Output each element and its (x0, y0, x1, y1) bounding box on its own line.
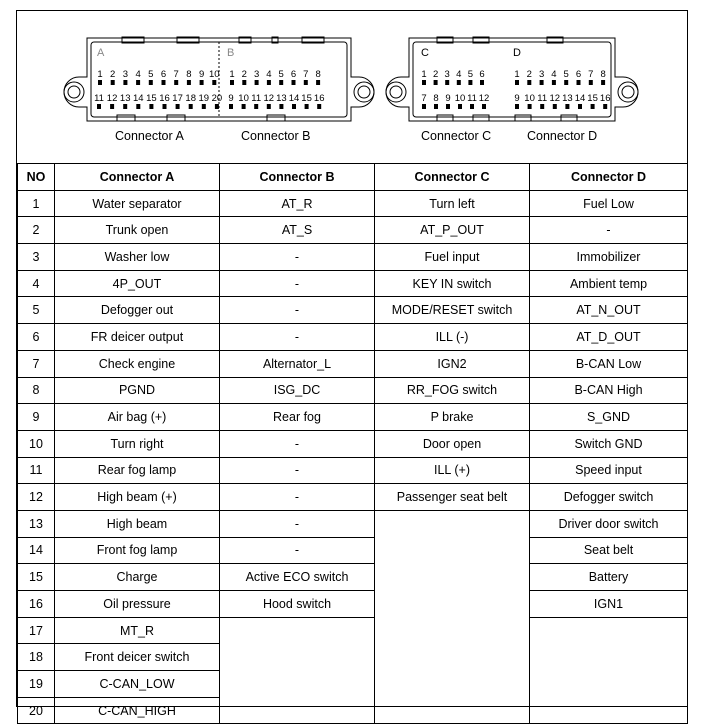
cell-no: 5 (18, 297, 55, 324)
cell-connector-d: - (530, 217, 688, 244)
pin-a-14: 14 (133, 93, 144, 104)
pin-d-13: 13 (562, 93, 573, 104)
pin-c-terminal-6 (480, 80, 484, 85)
pin-b-15: 15 (301, 93, 312, 104)
pin-a-terminal-10 (212, 80, 216, 85)
cell-connector-b (220, 697, 375, 724)
cell-connector-d: IGN1 (530, 591, 688, 618)
pin-d-10: 10 (524, 93, 535, 104)
pin-d-15: 15 (587, 93, 598, 104)
cell-connector-a: Front deicer switch (55, 644, 220, 671)
cell-connector-d: Immobilizer (530, 244, 688, 271)
cell-connector-b (220, 617, 375, 644)
pin-a-12: 12 (106, 93, 118, 104)
cell-connector-c: Door open (375, 430, 530, 457)
pin-c-terminal-5 (468, 80, 472, 85)
pin-d-16: 16 (599, 93, 611, 104)
pin-a-11: 11 (94, 93, 104, 104)
cell-no: 10 (18, 430, 55, 457)
cell-connector-a: High beam (+) (55, 484, 220, 511)
letter-a: A (97, 47, 105, 59)
table-row (18, 537, 688, 564)
cell-connector-b: Active ECO switch (220, 564, 375, 591)
cell-connector-c (375, 671, 530, 698)
cell-connector-b: Hood switch (220, 591, 375, 618)
cell-connector-c: MODE/RESET switch (375, 297, 530, 324)
cell-connector-b: AT_R (220, 190, 375, 217)
pin-b-14: 14 (288, 93, 300, 104)
cell-no: 2 (18, 217, 55, 244)
cell-connector-c (375, 644, 530, 671)
cell-connector-d: Battery (530, 564, 688, 591)
pin-c-10: 10 (454, 93, 466, 104)
table-row (18, 217, 688, 244)
pin-b-terminal-4 (267, 80, 271, 85)
pin-d-1: 1 (514, 69, 520, 80)
pin-d-terminal-9 (515, 104, 519, 109)
pin-a-20: 20 (211, 93, 223, 104)
pin-c-3: 3 (444, 69, 450, 80)
pin-d-9: 9 (514, 93, 520, 104)
pin-a-16: 16 (159, 93, 170, 104)
pin-a-1: 1 (97, 69, 103, 80)
pin-c-terminal-9 (446, 104, 450, 109)
pin-c-terminal-12 (482, 104, 486, 109)
connector-c-label: Connector C (421, 129, 492, 143)
cell-connector-c: KEY IN switch (375, 270, 530, 297)
pin-c-terminal-11 (470, 104, 474, 109)
cell-no: 13 (18, 510, 55, 537)
cell-connector-b: Rear fog (220, 404, 375, 431)
header-connector-d: Connector D (530, 164, 688, 191)
pin-c-terminal-10 (458, 104, 462, 109)
cell-connector-b: - (220, 510, 375, 537)
pin-a-terminal-2 (111, 80, 115, 85)
cell-connector-c: Turn left (375, 190, 530, 217)
pin-b-terminal-7 (304, 80, 308, 85)
pin-d-terminal-14 (578, 104, 582, 109)
pin-a-terminal-13 (123, 104, 127, 109)
pin-a-terminal-20 (215, 104, 219, 109)
pin-d-terminal-5 (564, 80, 568, 85)
pin-b-terminal-13 (279, 104, 283, 109)
pin-c-8: 8 (433, 93, 439, 104)
pin-a-3: 3 (122, 69, 129, 80)
cell-connector-a: MT_R (55, 617, 220, 644)
cell-no: 16 (18, 591, 55, 618)
pin-a-terminal-11 (97, 104, 101, 109)
cell-connector-c: ILL (+) (375, 457, 530, 484)
cell-connector-d: Driver door switch (530, 510, 688, 537)
cell-connector-c: ILL (-) (375, 324, 530, 351)
cell-no: 17 (18, 617, 55, 644)
letter-d: D (513, 47, 521, 59)
cell-connector-a: Turn right (55, 430, 220, 457)
cell-connector-b: - (220, 457, 375, 484)
letter-b: B (227, 47, 235, 59)
pin-b-16: 16 (313, 93, 325, 104)
pin-c-terminal-8 (434, 104, 438, 109)
cell-connector-d (530, 697, 688, 724)
table-row (18, 484, 688, 511)
table-row (18, 270, 688, 297)
cell-connector-b: - (220, 430, 375, 457)
pin-b-8: 8 (315, 69, 321, 80)
cell-connector-a: C-CAN_LOW (55, 671, 220, 698)
table-row (18, 510, 688, 537)
pin-d-terminal-10 (528, 104, 532, 109)
pin-a-10: 10 (209, 69, 220, 80)
pin-d-2: 2 (526, 69, 532, 80)
cell-no: 15 (18, 564, 55, 591)
pinout-table (17, 163, 688, 724)
pin-a-terminal-19 (202, 104, 206, 109)
pin-c-4: 4 (456, 69, 462, 80)
pin-d-terminal-13 (565, 104, 569, 109)
pin-c-terminal-3 (445, 80, 449, 85)
pin-a-terminal-6 (162, 80, 166, 85)
cell-connector-a: Charge (55, 564, 220, 591)
cell-connector-a: Front fog lamp (55, 537, 220, 564)
pin-a-terminal-5 (149, 80, 153, 85)
cell-connector-a: Defogger out (55, 297, 220, 324)
pin-c-5: 5 (467, 69, 474, 80)
pin-b-11: 11 (251, 93, 262, 104)
cell-connector-d: Switch GND (530, 430, 688, 457)
connector-diagram (17, 11, 689, 163)
pin-d-7: 7 (588, 69, 594, 80)
pin-d-terminal-4 (552, 80, 556, 85)
pin-a-2: 2 (110, 69, 116, 80)
pin-c-7: 7 (421, 93, 427, 104)
pin-b-13: 13 (276, 93, 287, 104)
cell-connector-a: Check engine (55, 350, 220, 377)
pin-a-17: 17 (172, 93, 183, 104)
pin-d-11: 11 (537, 93, 548, 104)
pin-a-terminal-17 (176, 104, 180, 109)
cell-connector-c (375, 510, 530, 537)
cell-connector-d: AT_D_OUT (530, 324, 688, 351)
pin-a-terminal-14 (136, 104, 140, 109)
cell-no: 12 (18, 484, 55, 511)
pin-b-terminal-1 (230, 80, 234, 85)
connector-d-label: Connector D (527, 129, 598, 143)
cell-connector-d: Defogger switch (530, 484, 688, 511)
pin-numbers (94, 69, 610, 109)
table-row (18, 644, 688, 671)
cell-no: 18 (18, 644, 55, 671)
pin-b-12: 12 (263, 93, 275, 104)
pin-b-terminal-5 (279, 80, 283, 85)
pin-b-1: 1 (229, 69, 235, 80)
cell-connector-b: - (220, 244, 375, 271)
pin-a-terminal-3 (123, 80, 127, 85)
table-header-row (18, 164, 688, 191)
pin-d-3: 3 (538, 69, 545, 80)
cell-no: 9 (18, 404, 55, 431)
cell-connector-c: P brake (375, 404, 530, 431)
cell-connector-a: 4P_OUT (55, 270, 220, 297)
table-body (18, 190, 688, 724)
pin-b-terminal-11 (254, 104, 258, 109)
pin-d-terminal-8 (601, 80, 605, 85)
cell-connector-d (530, 617, 688, 644)
cell-no: 4 (18, 270, 55, 297)
cell-connector-b: Alternator_L (220, 350, 375, 377)
pin-d-terminal-15 (591, 104, 595, 109)
pin-a-terminal-1 (98, 80, 102, 85)
pin-c-11: 11 (467, 93, 477, 104)
pin-a-terminal-7 (174, 80, 178, 85)
pin-d-terminal-16 (603, 104, 607, 109)
cell-connector-d (530, 671, 688, 698)
table-row (18, 564, 688, 591)
cell-connector-a: Rear fog lamp (55, 457, 220, 484)
table-row (18, 457, 688, 484)
pin-b-terminal-15 (305, 104, 309, 109)
cell-no: 1 (18, 190, 55, 217)
pinout-figure (16, 10, 688, 718)
cell-connector-c (375, 591, 530, 618)
pin-b-3: 3 (253, 69, 260, 80)
cell-connector-b: AT_S (220, 217, 375, 244)
cell-connector-a: Oil pressure (55, 591, 220, 618)
pin-d-terminal-7 (589, 80, 593, 85)
pin-a-5: 5 (148, 69, 154, 80)
cell-connector-c (375, 564, 530, 591)
cell-connector-d: AT_N_OUT (530, 297, 688, 324)
pin-d-terminal-1 (515, 80, 519, 85)
cell-connector-b: - (220, 270, 375, 297)
cell-connector-b: ISG_DC (220, 377, 375, 404)
cell-connector-d: Fuel Low (530, 190, 688, 217)
pin-d-8: 8 (600, 69, 606, 80)
cell-connector-b (220, 671, 375, 698)
pin-b-terminal-12 (267, 104, 271, 109)
pin-b-terminal-6 (292, 80, 296, 85)
cell-connector-a: High beam (55, 510, 220, 537)
cell-connector-a: C-CAN_HIGH (55, 697, 220, 724)
cell-connector-c (375, 697, 530, 724)
pin-a-19: 19 (198, 93, 210, 104)
table-row (18, 404, 688, 431)
pin-d-terminal-11 (540, 104, 544, 109)
cell-connector-c: Fuel input (375, 244, 530, 271)
pin-c-terminal-4 (457, 80, 461, 85)
pin-b-10: 10 (238, 93, 249, 104)
pin-a-15: 15 (146, 93, 157, 104)
cell-connector-b: - (220, 537, 375, 564)
pin-a-terminal-16 (163, 104, 167, 109)
pin-a-6: 6 (160, 69, 167, 80)
pin-b-terminal-14 (292, 104, 296, 109)
pin-b-terminal-10 (242, 104, 246, 109)
cell-connector-a: Air bag (+) (55, 404, 220, 431)
table-row (18, 617, 688, 644)
pin-c-6: 6 (479, 69, 485, 80)
cell-connector-b: - (220, 484, 375, 511)
table-row (18, 671, 688, 698)
table-row (18, 350, 688, 377)
pin-d-terminal-12 (553, 104, 557, 109)
table-row (18, 297, 688, 324)
pin-c-2: 2 (432, 69, 439, 80)
cell-connector-c (375, 537, 530, 564)
pin-a-18: 18 (185, 93, 196, 104)
connector-a-label: Connector A (115, 129, 184, 143)
cell-connector-a: PGND (55, 377, 220, 404)
pin-b-terminal-2 (242, 80, 246, 85)
pin-b-6: 6 (290, 69, 297, 80)
pin-b-terminal-9 (229, 104, 233, 109)
table-row (18, 697, 688, 724)
pin-d-5: 5 (563, 69, 569, 80)
pin-c-1: 1 (421, 69, 427, 80)
cell-connector-d: Ambient temp (530, 270, 688, 297)
cell-connector-d (530, 644, 688, 671)
cell-connector-d: S_GND (530, 404, 688, 431)
pin-a-7: 7 (173, 69, 179, 80)
cell-no: 8 (18, 377, 55, 404)
cell-connector-b: - (220, 297, 375, 324)
pin-a-terminal-8 (187, 80, 191, 85)
cell-no: 7 (18, 350, 55, 377)
pin-d-14: 14 (574, 93, 586, 104)
pin-a-terminal-18 (189, 104, 193, 109)
cell-no: 20 (18, 697, 55, 724)
cell-no: 19 (18, 671, 55, 698)
cell-no: 3 (18, 244, 55, 271)
cell-connector-d: B-CAN High (530, 377, 688, 404)
header-connector-a: Connector A (55, 164, 220, 191)
pin-b-2: 2 (241, 69, 247, 80)
pin-d-6: 6 (575, 69, 582, 80)
pin-d-terminal-6 (577, 80, 581, 85)
cell-connector-c: IGN2 (375, 350, 530, 377)
pin-d-terminal-2 (527, 80, 531, 85)
table-row (18, 591, 688, 618)
pin-b-terminal-16 (317, 104, 321, 109)
cell-connector-b: - (220, 324, 375, 351)
pin-b-7: 7 (303, 69, 309, 80)
header-no: NO (18, 164, 55, 191)
cell-connector-a: FR deicer output (55, 324, 220, 351)
pin-a-terminal-15 (149, 104, 153, 109)
cell-no: 11 (18, 457, 55, 484)
cell-connector-d: Seat belt (530, 537, 688, 564)
pin-c-9: 9 (445, 93, 451, 104)
table-row (18, 430, 688, 457)
pin-a-9: 9 (198, 69, 205, 80)
pin-a-terminal-9 (200, 80, 204, 85)
cell-connector-a: Washer low (55, 244, 220, 271)
pin-b-5: 5 (278, 69, 284, 80)
cell-connector-a: Trunk open (55, 217, 220, 244)
letter-c: C (421, 47, 429, 59)
cell-connector-d: B-CAN Low (530, 350, 688, 377)
pin-d-4: 4 (551, 69, 557, 80)
pin-c-terminal-1 (422, 80, 426, 85)
cell-connector-a: Water separator (55, 190, 220, 217)
header-connector-b: Connector B (220, 164, 375, 191)
table-row (18, 324, 688, 351)
pin-b-9: 9 (228, 93, 234, 104)
cell-connector-c: Passenger seat belt (375, 484, 530, 511)
cell-connector-c (375, 617, 530, 644)
cell-no: 6 (18, 324, 55, 351)
pin-b-terminal-3 (255, 80, 259, 85)
pin-d-12: 12 (549, 93, 561, 104)
connector-b-label: Connector B (241, 129, 311, 143)
header-connector-c: Connector C (375, 164, 530, 191)
pin-a-13: 13 (119, 93, 131, 104)
pin-b-terminal-8 (316, 80, 320, 85)
pin-b-4: 4 (266, 69, 272, 80)
pin-a-8: 8 (186, 69, 192, 80)
table-row (18, 377, 688, 404)
cell-connector-c: AT_P_OUT (375, 217, 530, 244)
pin-c-terminal-2 (434, 80, 438, 85)
table-row (18, 244, 688, 271)
cell-connector-c: RR_FOG switch (375, 377, 530, 404)
cell-no: 14 (18, 537, 55, 564)
pin-c-terminal-7 (422, 104, 426, 109)
pin-a-4: 4 (135, 69, 141, 80)
pin-a-terminal-4 (136, 80, 140, 85)
pin-c-12: 12 (478, 93, 490, 104)
cell-connector-b (220, 644, 375, 671)
cell-connector-d: Speed input (530, 457, 688, 484)
pin-d-terminal-3 (540, 80, 544, 85)
table-row (18, 190, 688, 217)
pin-a-terminal-12 (110, 104, 114, 109)
